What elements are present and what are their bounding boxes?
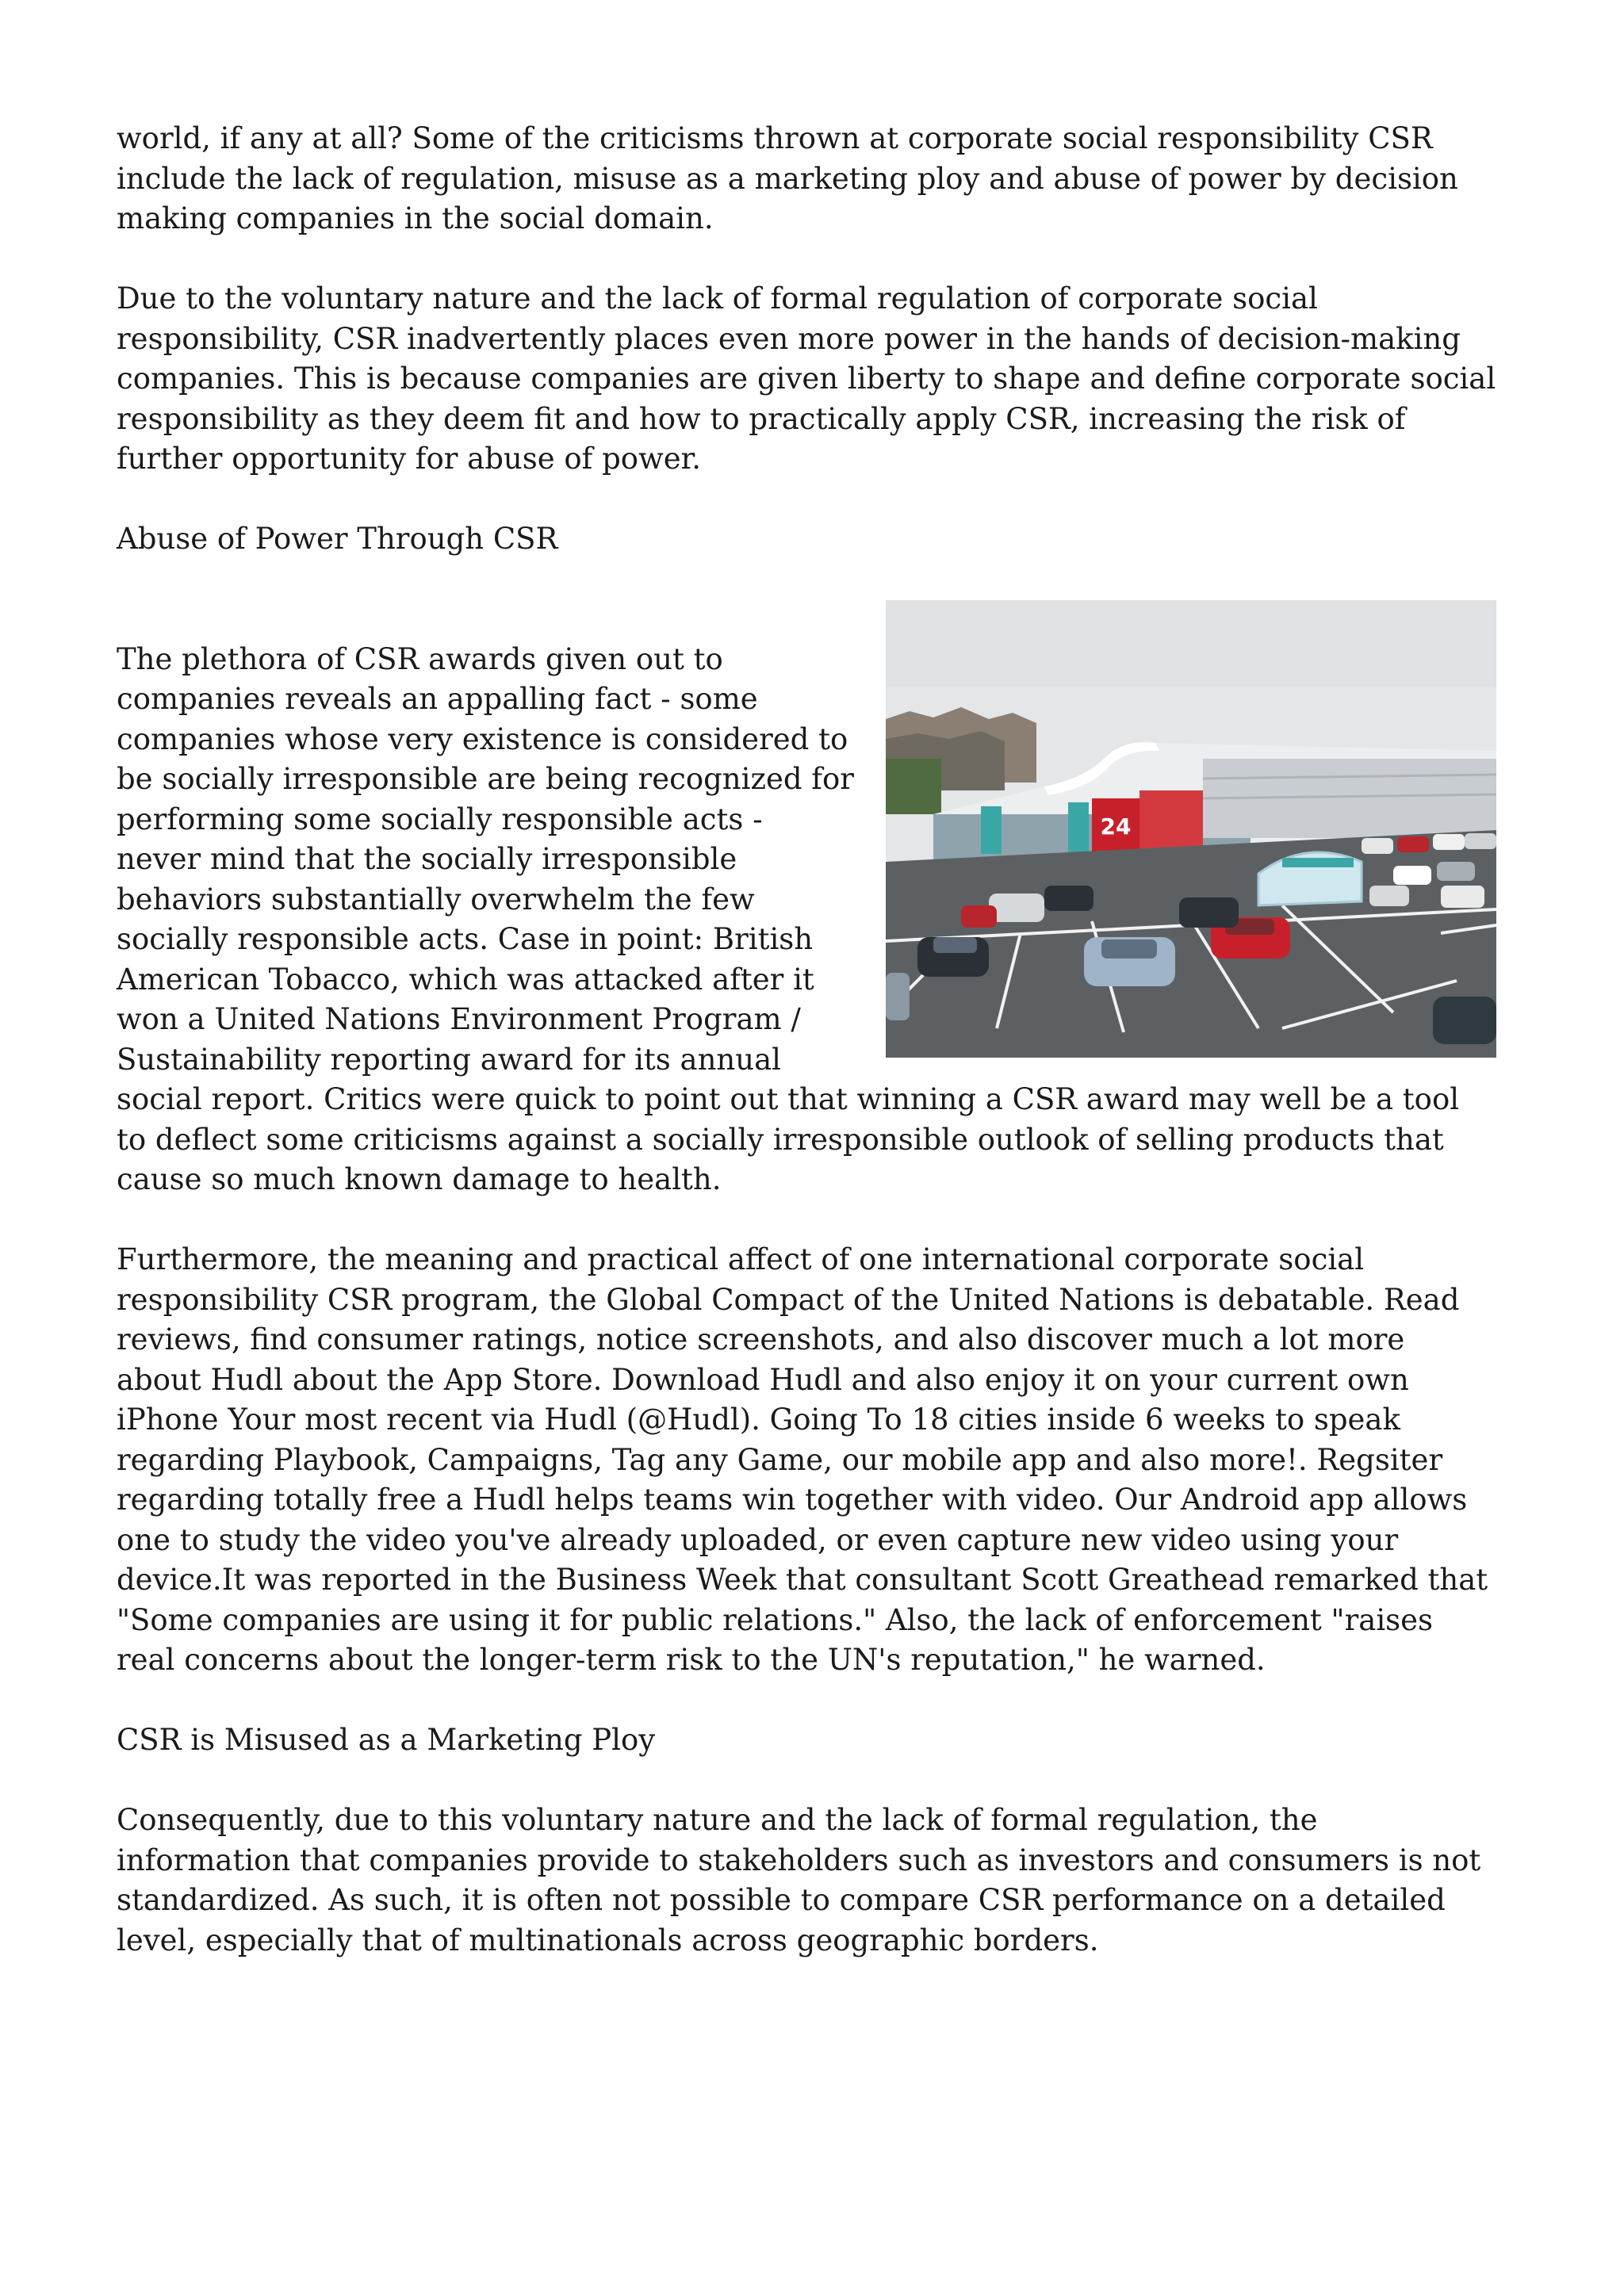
sky-upper [886, 600, 1496, 687]
paragraph-standardization: Consequently, due to this voluntary nature and the lack of formal regulation, the information that companies provide to stakeholders such as investors and consumers is not standardized. As such, it is often not possible to compare CSR performance on a detailed level, especially that of multinationals across geographic borders. [117, 1803, 1481, 1957]
paragraph-global-compact: Furthermore, the meaning and practical affect of one international corporate social responsibility CSR program, the Global Compact of the United Nations is debatable. Read reviews, find consumer ratings, notice screenshots, and also discover much a lot more about Hudl about the App Store. Download Hudl and also enjoy it on your current own iPhone Your most recent via Hudl (@Hudl). Going To 18 cities inside 6 weeks to speak regarding Playbook, Campaigns, Tag any Game, our mobile app and also more!. Regsiter regarding totally free a Hudl helps teams win together with video. Our Android app allows one to study the video you've already uploaded, or even capture new video using your device.It was reported in the Business Week that consultant Scott Greathead remarked that "Some companies are using it for public relations." Also, the lack of enforcement "raises real concerns about the longer-term risk to the UN's reputation," he warned. [117, 1242, 1488, 1677]
car-black [1179, 897, 1239, 928]
car-dark-corner [1433, 997, 1496, 1044]
store-sign-24: 24 [1100, 813, 1132, 840]
section-heading-marketing-ploy: CSR is Misused as a Marketing Ploy [117, 1723, 656, 1757]
car-left-edge [886, 973, 910, 1020]
article-body [117, 119, 1496, 2001]
paragraph-voluntary-nature: Due to the voluntary nature and the lack of formal regulation of corporate social responsibility, CSR inadvertently places even more power in the hands of decision-making companies. This is because companies are given liberty to shape and define corporate social responsibility as they deem fit and how to practically apply CSR, increasing the risk of further opportunity for abuse of power. [117, 281, 1496, 476]
supermarket-car-park-photo [886, 600, 1496, 1058]
photo-illustration [886, 600, 1496, 1058]
car-dark-2 [1044, 886, 1094, 911]
car-white [989, 894, 1044, 922]
section-heading-abuse-of-power: Abuse of Power Through CSR [117, 522, 558, 556]
trolley-shelter-sign [1282, 858, 1354, 867]
car-red-small [961, 905, 997, 928]
paragraph-intro: world, if any at all? Some of the criticisms thrown at corporate social responsibility CSR include the lack of regulation, misuse as a marketing ploy and abuse of power by decision making companies in the social domain. [117, 121, 1458, 235]
paragraph-csr-awards: The plethora of CSR awards given out to companies reveals an appalling fact - some companies whose very existence is considered to be socially irresponsible are being recognized for performing some socially responsible acts - never mind that the socially irresponsible behaviors substantially overwhelm the few socially responsible acts. Case in point: British American Tobacco, which was attacked after it won a United Nations Environment Program / Sustainability reporting award for its annual social report. Critics were quick to point out that winning a CSR award may well be a tool to deflect some criticisms against a socially irresponsible outlook of selling products that cause so much known damage to health. [117, 641, 1460, 1196]
store-red-sign [1139, 790, 1203, 850]
store-teal-panel-2 [1068, 802, 1089, 858]
store-teal-panel [981, 806, 1002, 854]
trees [886, 759, 941, 814]
